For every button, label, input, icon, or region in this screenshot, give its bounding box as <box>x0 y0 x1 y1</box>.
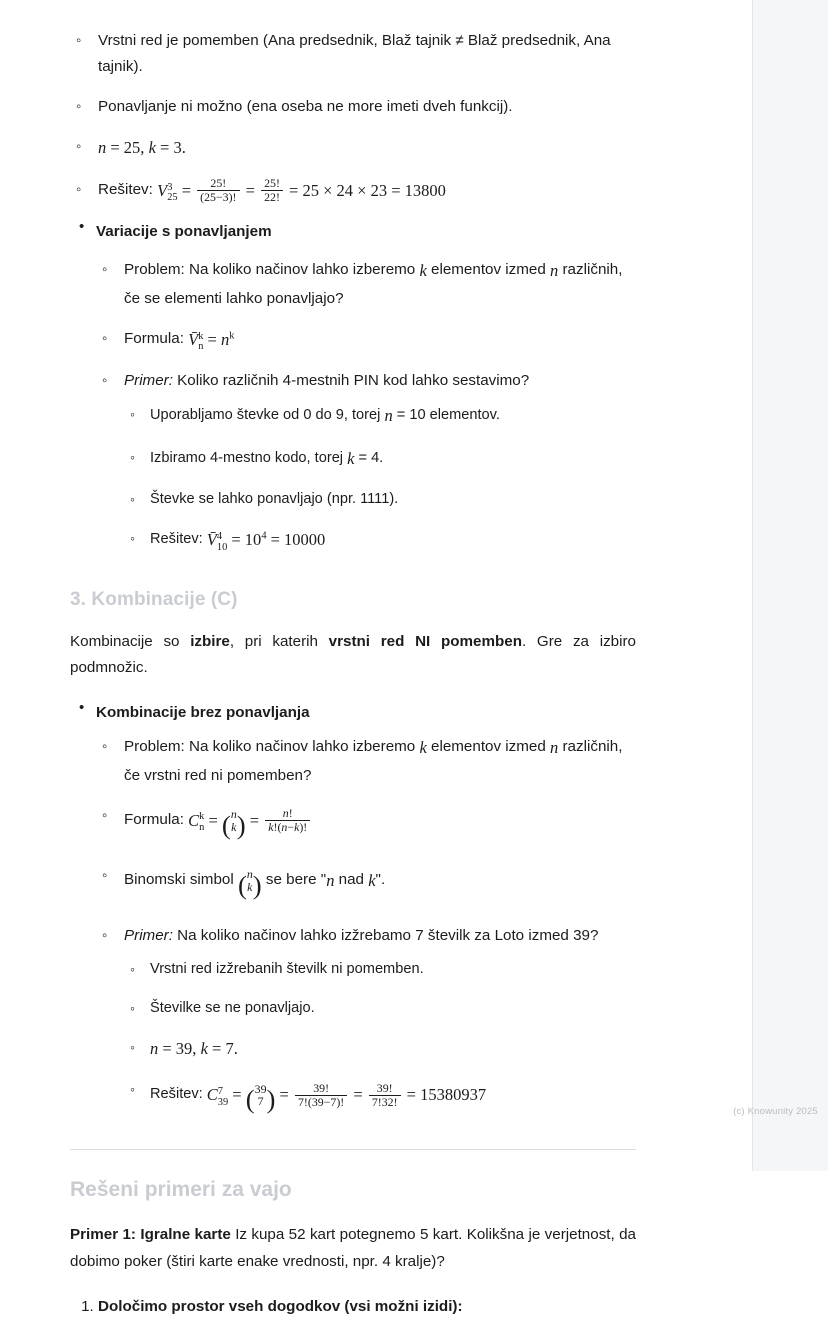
order-irrelevant-text: Vrstni red izžrebanih številk ni pomemben. <box>150 960 424 977</box>
list-item <box>98 1294 636 1320</box>
variations-with-repetition-list <box>96 257 636 554</box>
copyright-watermark: (c) Knowunity 2025 <box>733 1106 818 1117</box>
variations-no-repetition-list <box>70 28 636 205</box>
list-item <box>124 487 636 512</box>
intro-part-3: . Gre za izbiro podmnožic. <box>70 632 636 677</box>
variations-with-repetition-heading: • Variacije s ponavljanjem <box>96 223 272 241</box>
example-1-text: Iz kupa 52 kart potegnemo 5 kart. Kolikšna je verjetnost, da dobimo poker (štiri karte enake vrednosti, npr. 4 kralje)? <box>70 1226 636 1271</box>
no-repetition-text: Ponavljanje ni možno (ena oseba ne more imeti dveh funkcij). <box>98 98 513 116</box>
list-item <box>96 923 636 1124</box>
page-side-rail <box>752 0 828 1171</box>
variation-repetition-formula: V̄ k n = $n^k$ <box>188 329 235 353</box>
solved-examples-title: Rešeni primeri za vajo <box>70 1178 292 1202</box>
intro-bold-2: vrstni red NI pomemben <box>328 632 522 650</box>
section-divider <box>70 1149 636 1150</box>
example-text: Koliko različnih 4-mestnih PIN kod lahko sestavimo? <box>177 372 530 390</box>
variations-with-repetition-block <box>70 219 636 554</box>
example-label: Primer: <box>124 926 173 944</box>
list-item: ◦ n = 25, k = 3. <box>70 134 636 162</box>
example-text: Na koliko načinov lahko izžrebamo 7 številk za Loto izmed 39? <box>177 926 599 944</box>
solved-example-1 <box>70 1222 636 1276</box>
intro-part-2: , pri katerih <box>229 632 329 650</box>
no-repeat-text: Številke se ne ponavljajo. <box>150 999 315 1016</box>
example-1-label: Primer 1: Igralne karte <box>70 1226 231 1244</box>
list-item: ◦ Formula: V̄ k n = $n^k$ <box>96 326 636 354</box>
list-item: ◦ Binomski simbol ( n k ) se bere "n nad k". <box>96 863 636 909</box>
repeat-allowed-text: Števke se lahko ponavljajo (npr. 1111). <box>150 491 399 508</box>
order-matters-text: Vrstni red je pomemben (Ana predsednik, Blaž tajnik ≠ Blaž predsednik, Ana tajnik). <box>98 32 611 76</box>
list-item <box>70 219 636 554</box>
example-label: Primer: <box>124 372 173 390</box>
loto-result-math: C 7 39 = ( 39 7 ) = $\frac{39!}{7!(39-7)!}$ = $\frac{39!}{7!32!}$ = 15380937 <box>206 1080 487 1115</box>
list-item <box>96 368 636 554</box>
list-item: ◦ Formula: C k n = ( n k ) = $\frac{n!}{k!(n-k)!}$ <box>96 803 636 849</box>
intro-part-1: Kombinacije so <box>70 632 191 650</box>
combination-formula-math: C k n = ( n k ) = $\frac{n!}{k!(n-k)!}$ <box>188 811 312 830</box>
list-item <box>70 700 636 1123</box>
section-title-kombinacije: 3. Kombinacije (C) <box>70 588 238 610</box>
list-item <box>70 28 636 80</box>
list-item: ◦ Rešitev: V̄ 4 10 = $10^4 = 10000$ <box>124 526 636 554</box>
list-item: ◦ Rešitev: C 7 39 = ( 39 7 ) = $\frac{39!}{7!(39-7)!}$ = $\frac{39!}{7!32!}$ = 15380937 <box>124 1077 636 1123</box>
list-item: ◦ Problem: Na koliko načinov lahko izberemo k elementov izmed n različnih, če se elementi lahko ponavljajo? <box>96 257 636 312</box>
intro-bold-1: izbire <box>190 632 230 650</box>
step-1-text: Določimo prostor vseh dogodkov (vsi možni izidi): <box>98 1297 463 1315</box>
document-content <box>70 28 636 1320</box>
combinations-list <box>96 734 636 1123</box>
list-item: ◦ n = 39, k = 7. <box>124 1035 636 1063</box>
list-item <box>70 94 636 120</box>
list-item: ◦ Uporabljamo števke od 0 do 9, torej n = 10 elementov. <box>124 402 636 430</box>
pin-result-math: V̄ 4 10 = $10^4 = 10000$ <box>206 530 326 553</box>
loto-example-list <box>124 957 636 1124</box>
list-item <box>124 996 636 1021</box>
combinations-no-repetition-block <box>70 700 636 1123</box>
list-item: ◦ Problem: Na koliko načinov lahko izberemo k elementov izmed n različnih, če vrstni red ni pomemben? <box>96 734 636 789</box>
combinations-intro <box>70 629 636 683</box>
list-item: ◦ Rešitev: V 3 25 = $\frac{25!}{(25-3)!}$ = $\frac{25!}{22!}$ = 25 × 24 × 23 = 13800 <box>70 177 636 205</box>
solution-steps-list <box>70 1294 636 1320</box>
combinations-heading: • Kombinacije brez ponavljanja <box>96 704 310 722</box>
pin-example-list <box>124 402 636 554</box>
variation-formula-math: V 3 25 = $\frac{25!}{(25-3)!}$ = $\frac{25!}{22!}$ = 25 × 24 × 23 = 13800 <box>157 175 446 205</box>
list-item: ◦ Izbiramo 4-mestno kodo, torej k = 4. <box>124 445 636 473</box>
binomial-symbol-math: ( n k ) <box>237 867 262 900</box>
list-item <box>124 957 636 982</box>
